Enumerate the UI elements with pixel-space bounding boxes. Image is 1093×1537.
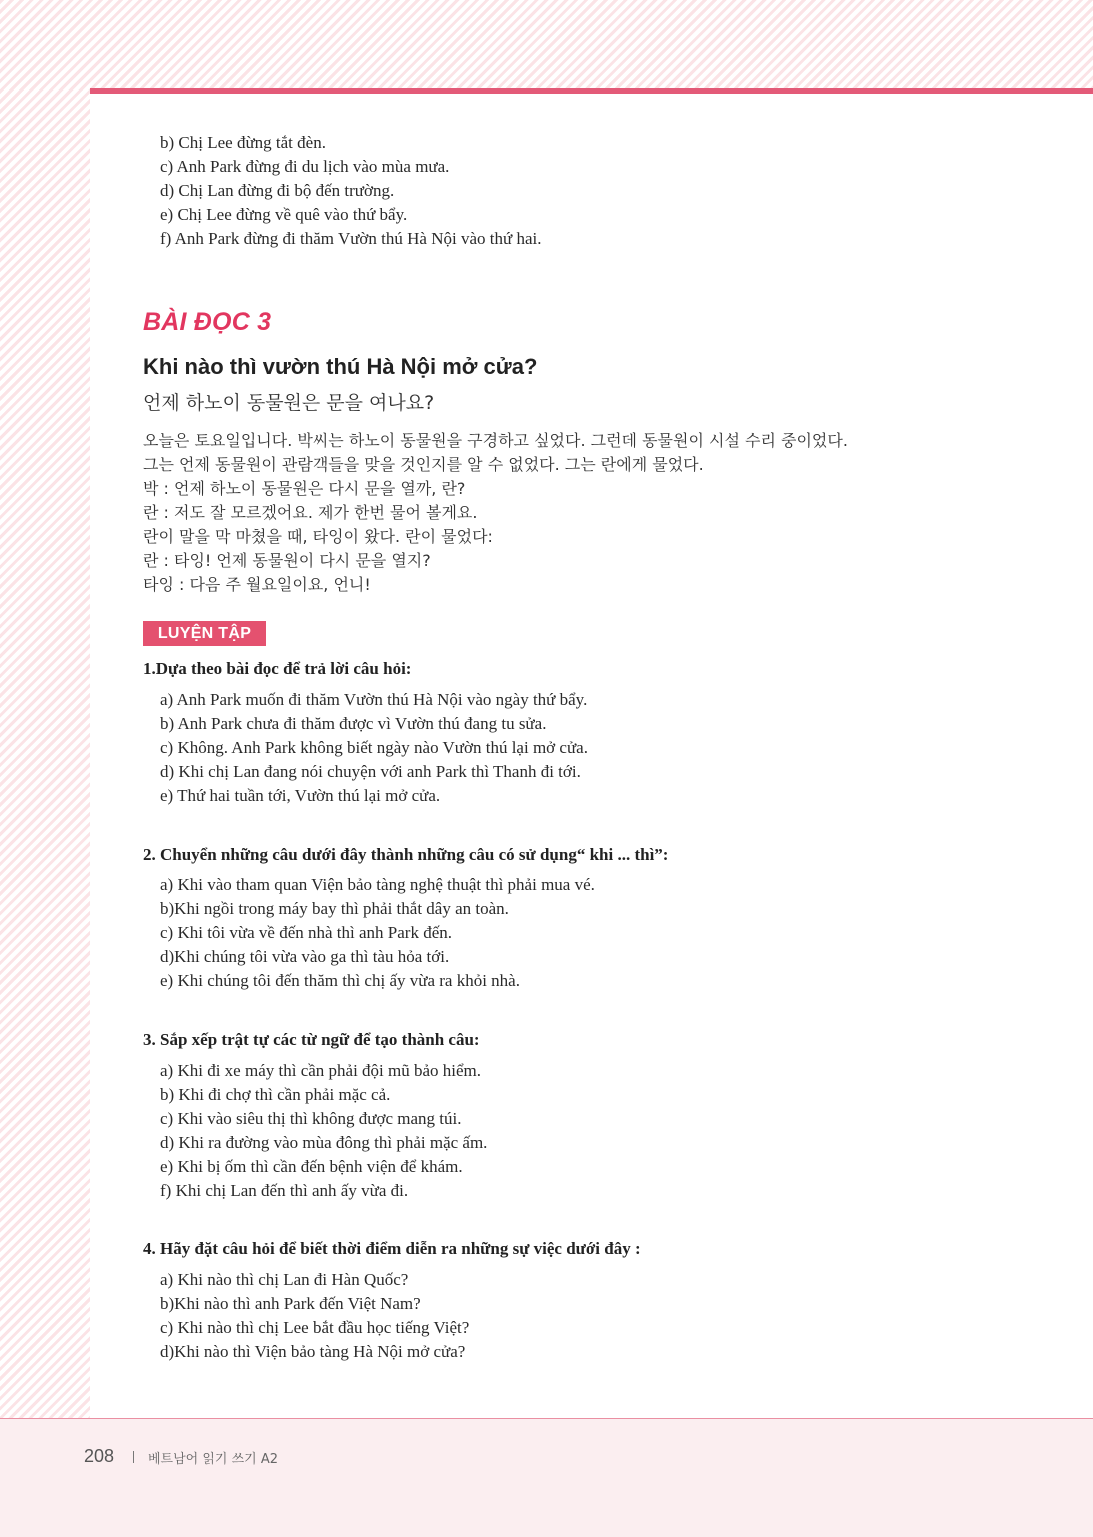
list-item: d) Khi chị Lan đang nói chuyện với anh Park thì Thanh đi tới. (160, 762, 581, 781)
passage-line: 타잉 : 다음 주 월요일이요, 언니! (143, 575, 371, 594)
list-item: c) Không. Anh Park không biết ngày nào Vườn thú lại mở cửa. (160, 738, 588, 757)
answer-line: f) Anh Park đừng đi thăm Vườn thú Hà Nội vào thứ hai. (160, 229, 542, 248)
list-item: b) Anh Park chưa đi thăm được vì Vườn thú đang tu sửa. (160, 714, 547, 733)
list-item: d) Khi ra đường vào mùa đông thì phải mặc ấm. (160, 1133, 488, 1152)
list-item: c) Khi vào siêu thị thì không được mang túi. (160, 1109, 462, 1128)
list-item: a) Khi nào thì chị Lan đi Hàn Quốc? (160, 1270, 409, 1289)
side-stripe-band (0, 90, 90, 1420)
list-item: a) Anh Park muốn đi thăm Vườn thú Hà Nội vào ngày thứ bẩy. (160, 690, 588, 709)
exercise-1-heading: 1.Dựa theo bài đọc để trả lời câu hỏi: (143, 659, 412, 678)
page-footer (0, 1418, 1093, 1537)
list-item: d)Khi chúng tôi vừa vào ga thì tàu hỏa tới. (160, 947, 450, 966)
answer-line: d) Chị Lan đừng đi bộ đến trường. (160, 181, 395, 200)
passage-line: 란 : 저도 잘 모르겠어요. 제가 한번 물어 볼게요. (143, 503, 478, 522)
exercise-4-heading: 4. Hãy đặt câu hỏi để biết thời điểm diễn ra những sự việc dưới đây : (143, 1239, 641, 1258)
page-number: 208 (84, 1446, 115, 1466)
exercise-1-answers (160, 688, 588, 808)
list-item: a) Khi đi xe máy thì cần phải đội mũ bảo hiểm. (160, 1061, 482, 1080)
exercise-4-answers (160, 1268, 469, 1364)
passage-line: 오늘은 토요일입니다. 박씨는 하노이 동물원을 구경하고 싶었다. 그런데 동물원이 시설 수리 중이었다. (143, 431, 848, 450)
exercise-2-answers (160, 873, 595, 993)
list-item: c) Khi nào thì chị Lee bắt đầu học tiếng Việt? (160, 1318, 470, 1337)
reading-question-korean: 언제 하노이 동물원은 문을 여나요? (143, 392, 435, 414)
list-item: f) Khi chị Lan đến thì anh ấy vừa đi. (160, 1181, 409, 1200)
exercise-2-heading: 2. Chuyển những câu dưới đây thành những câu có sử dụng“ khi ... thì”: (143, 845, 669, 864)
list-item: b)Khi nào thì anh Park đến Việt Nam? (160, 1294, 421, 1313)
answer-line: e) Chị Lee đừng về quê vào thứ bẩy. (160, 205, 408, 224)
footer-divider (133, 1451, 134, 1463)
header-stripe-band (0, 0, 1093, 90)
passage-line: 박 : 언제 하노이 동물원은 다시 문을 열까, 란? (143, 479, 466, 498)
list-item: b) Khi đi chợ thì cần phải mặc cả. (160, 1085, 391, 1104)
list-item: e) Khi chúng tôi đến thăm thì chị ấy vừa ra khỏi nhà. (160, 971, 520, 990)
list-item: e) Thứ hai tuần tới, Vườn thú lại mở cửa. (160, 786, 441, 805)
list-item: d)Khi nào thì Viện bảo tàng Hà Nội mở cửa? (160, 1342, 466, 1361)
list-item: a) Khi vào tham quan Viện bảo tàng nghệ thuật thì phải mua vé. (160, 875, 595, 894)
previous-answers-list (160, 131, 541, 251)
list-item: c) Khi tôi vừa về đến nhà thì anh Park đến. (160, 923, 452, 942)
list-item: e) Khi bị ốm thì cần đến bệnh viện để khám. (160, 1157, 463, 1176)
section-title: BÀI ĐỌC 3 (143, 308, 272, 336)
answer-line: c) Anh Park đừng đi du lịch vào mùa mưa. (160, 157, 450, 176)
list-item: b)Khi ngồi trong máy bay thì phải thắt dây an toàn. (160, 899, 509, 918)
book-title: 베트남어 읽기 쓰기 A2 (148, 1452, 279, 1467)
reading-question-title: Khi nào thì vườn thú Hà Nội mở cửa? (143, 354, 538, 379)
practice-badge: LUYỆN TẬP (143, 621, 266, 646)
passage-line: 란 : 타잉! 언제 동물원이 다시 문을 열지? (143, 551, 431, 570)
exercise-3-answers (160, 1059, 487, 1203)
answer-line: b) Chị Lee đừng tắt đèn. (160, 133, 326, 152)
header-rule (90, 88, 1093, 94)
passage-line: 그는 언제 동물원이 관람객들을 맞을 것인지를 알 수 없었다. 그는 란에게 물었다. (143, 455, 704, 474)
reading-passage (143, 429, 848, 597)
exercise-3-heading: 3. Sắp xếp trật tự các từ ngữ để tạo thành câu: (143, 1030, 480, 1049)
passage-line: 란이 말을 막 마쳤을 때, 타잉이 왔다. 란이 물었다: (143, 527, 493, 546)
